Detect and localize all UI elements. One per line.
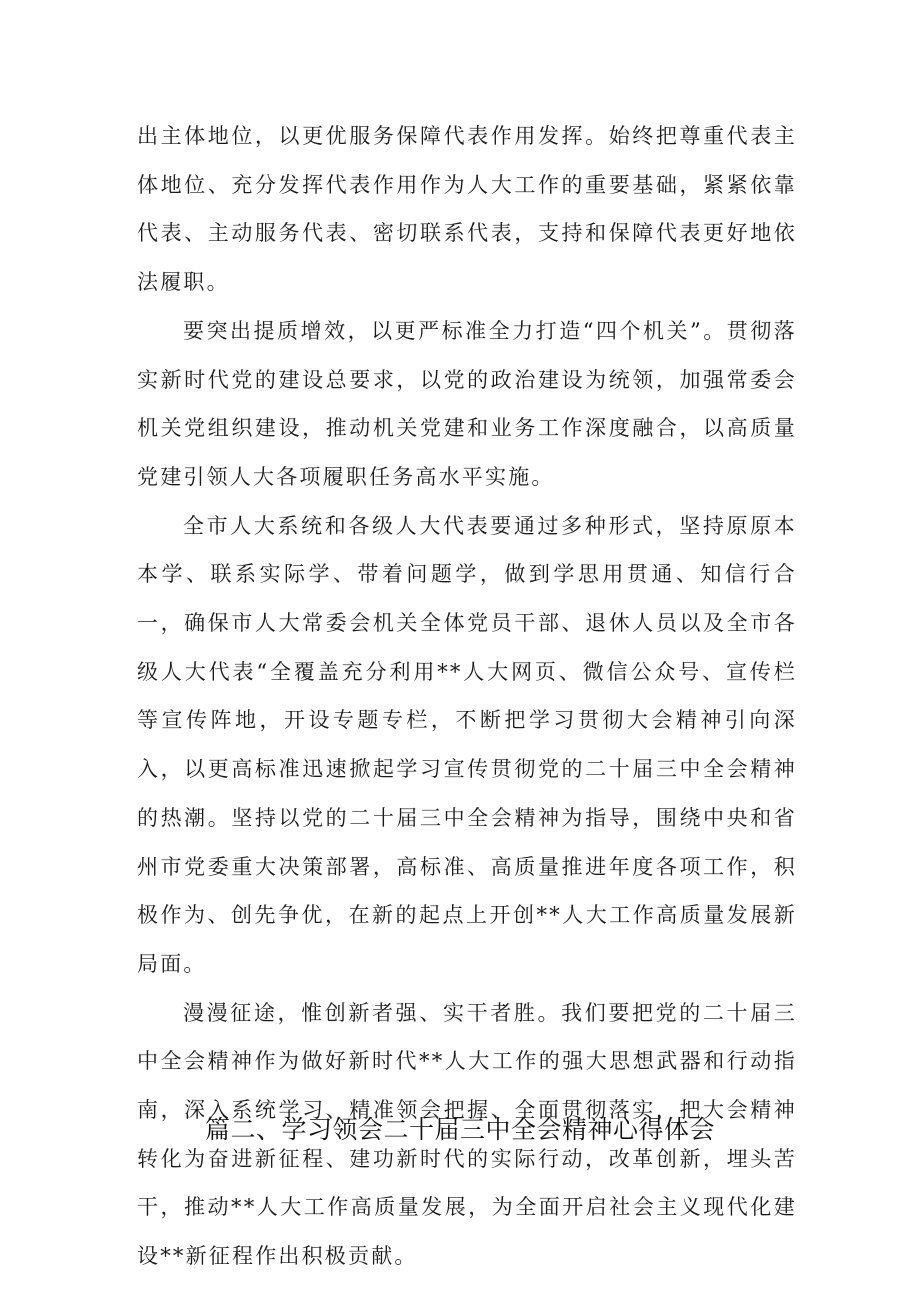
section-heading: 篇二、学习领会二十届三中全会精神心得体会: [204, 1115, 715, 1144]
paragraph-conclusion: 漫漫征途，惟创新者强、实干者胜。我们要把党的二十届三中全会精神作为做好新时代**人大工作的强大思想武器和行动指南，深入系统学习、精准领会把握、全面贯彻落实，把大会精神转化为奋进新征程、建功新时代的实际行动，改革创新，埋头苦干，推动**人大工作高质量发展，为全面开启社会主义现代化建设**新征程作出积极贡献。: [137, 1000, 797, 1269]
paragraph-study-forms: 全市人大系统和各级人大代表要通过多种形式，坚持原原本本学、联系实际学、带着问题学，做到学思用贯通、知信行合一，确保市人大常委会机关全体党员干部、退休人员以及全市各级人大代表“全覆盖充分利用**人大网页、微信公众号、宣传栏等宣传阵地，开设专题专栏，不断把学习贯彻大会精神引向深入，以更高标准迅速掀起学习宣传贯彻党的二十届三中全会精神的热潮。坚持以党的二十届三中全会精神为指导，围绕中央和省州市党委重大决策部署，高标准、高质量推进年度各项工作，积极作为、创先争优，在新的起点上开创**人大工作高质量发展新局面。: [137, 513, 797, 976]
paragraph-continuation: 出主体地位，以更优服务保障代表作用发挥。始终把尊重代表主体地位、充分发挥代表作用作为人大工作的重要基础，紧紧依靠代表、主动服务代表、密切联系代表，支持和保障代表更好地依法履职。: [137, 124, 797, 295]
paragraph-four-organs: 要突出提质增效，以更严标准全力打造“四个机关”。贯彻落实新时代党的建设总要求，以党的政治建设为统领，加强常委会机关党组织建设，推动机关党建和业务工作深度融合，以高质量党建引领人大各项履职任务高水平实施。: [137, 318, 797, 489]
